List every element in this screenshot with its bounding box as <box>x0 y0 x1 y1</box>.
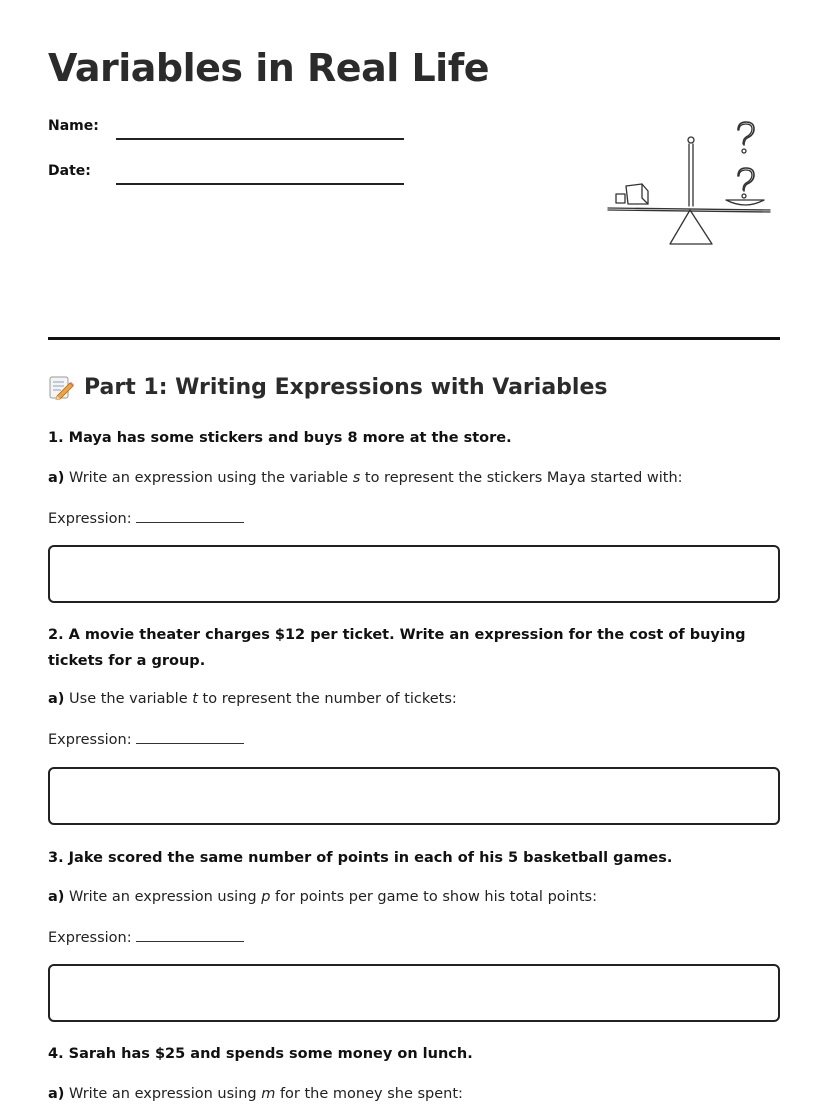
variable-name: s <box>352 470 361 486</box>
sub-text-pre: Write an expression using <box>69 889 257 905</box>
question-1-subprompt <box>48 467 780 489</box>
sub-text-post: for the money she spent: <box>279 1086 463 1102</box>
expression-label: Expression: <box>48 930 132 946</box>
name-label: Name: <box>48 118 99 134</box>
sub-text-post: to represent the number of tickets: <box>202 691 457 707</box>
expression-label: Expression: <box>48 732 132 748</box>
date-input-line[interactable] <box>116 183 404 185</box>
question-4-prompt: 4. Sarah has $25 and spends some money on lunch. <box>48 1046 473 1062</box>
question-3-prompt: 3. Jake scored the same number of points in each of his 5 basketball games. <box>48 850 673 866</box>
sub-text-post: for points per game to show his total points: <box>275 889 597 905</box>
expression-blank[interactable] <box>136 508 244 523</box>
page-title: Variables in Real Life <box>48 46 490 90</box>
question-2-expression <box>48 729 244 751</box>
date-label: Date: <box>48 163 91 179</box>
question-2-subprompt <box>48 688 780 710</box>
sub-letter: a) <box>48 470 65 486</box>
part1-heading <box>48 374 607 400</box>
question-3-answer-box[interactable] <box>48 964 780 1022</box>
expression-blank[interactable] <box>136 729 244 744</box>
section-divider <box>48 337 780 340</box>
question-3-expression <box>48 927 244 949</box>
question-3-subprompt <box>48 886 780 908</box>
expression-label: Expression: <box>48 511 132 527</box>
question-2-prompt: 2. A movie theater charges $12 per ticket. Write an expression for the cost of buying tickets for a group. <box>48 627 746 669</box>
variable-name: t <box>192 691 198 707</box>
sub-text-pre: Write an expression using the variable <box>69 470 349 486</box>
sub-letter: a) <box>48 889 65 905</box>
balance-scale-question-icon <box>558 118 778 254</box>
sub-text-post: to represent the stickers Maya started with: <box>364 470 683 486</box>
question-1-answer-box[interactable] <box>48 545 780 603</box>
question-1-expression <box>48 508 244 530</box>
date-field <box>48 163 408 193</box>
memo-icon <box>48 374 74 400</box>
question-4-subprompt <box>48 1083 780 1105</box>
name-field <box>48 118 408 148</box>
question-2-answer-box[interactable] <box>48 767 780 825</box>
variable-name: p <box>261 889 271 905</box>
sub-text-pre: Use the variable <box>69 691 188 707</box>
sub-letter: a) <box>48 691 65 707</box>
sub-text-pre: Write an expression using <box>69 1086 257 1102</box>
sub-letter: a) <box>48 1086 65 1102</box>
name-input-line[interactable] <box>116 138 404 140</box>
part1-title: Part 1: Writing Expressions with Variables <box>84 374 608 400</box>
variable-name: m <box>261 1086 276 1102</box>
expression-blank[interactable] <box>136 927 244 942</box>
question-1-prompt: 1. Maya has some stickers and buys 8 more at the store. <box>48 430 512 446</box>
